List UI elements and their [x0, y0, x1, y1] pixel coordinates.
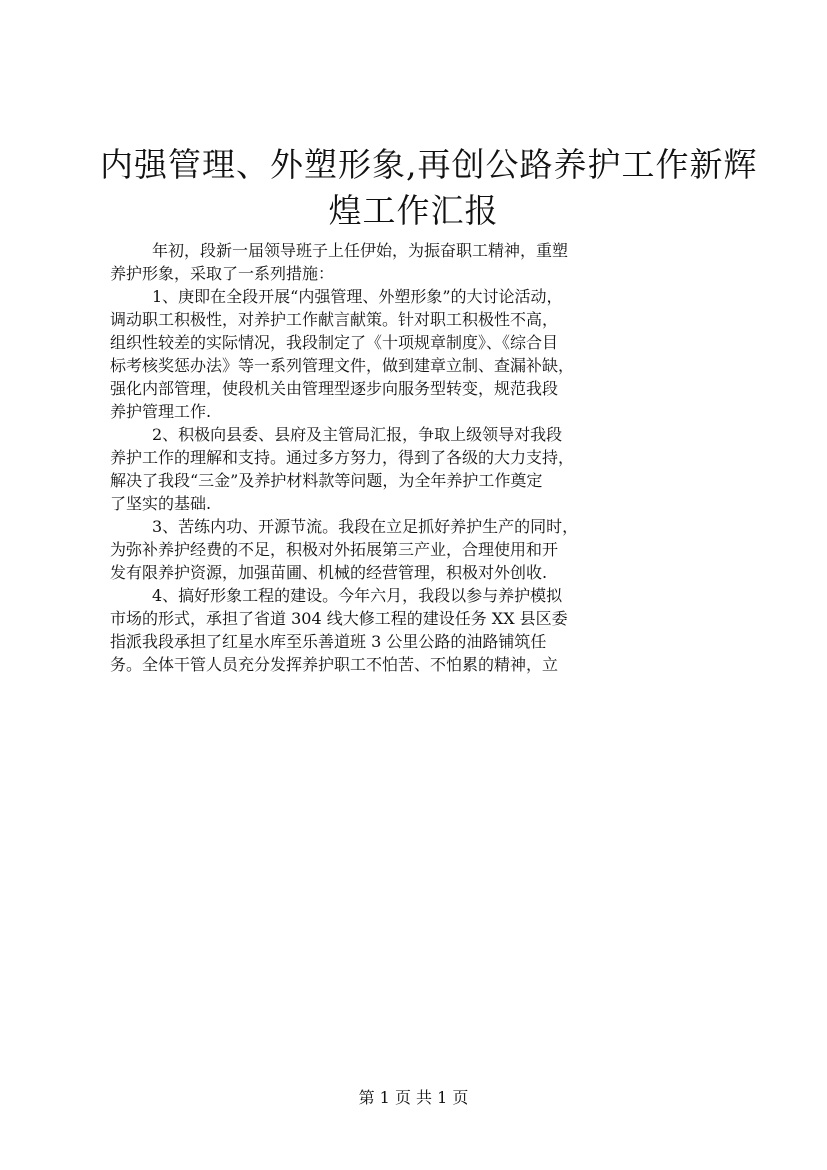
text-line: 市场的形式，承担了省道 304 线大修工程的建设任务 XX 县区委 — [110, 609, 568, 628]
text-line: 发有限养护资源，加强苗圃、机械的经营管理，积极对外创收. — [110, 563, 548, 582]
paragraph — [110, 583, 720, 675]
paragraph — [110, 284, 720, 422]
text-line: 强化内部管理，使段机关由管理型逐步向服务型转变，规范我段 — [110, 379, 559, 398]
text-line: 2、积极向县委、县府及主管局汇报，争取上级领导对我段 — [152, 425, 563, 444]
text-line: 3、苦练内功、开源节流。我段在立足抓好养护生产的同时， — [152, 517, 579, 536]
paragraph — [110, 514, 720, 583]
text-line: 指派我段承担了红星水库至乐善道班 3 公里公路的油路铺筑任 — [110, 632, 547, 651]
page-footer: 第 1 页 共 1 页 — [358, 1088, 469, 1107]
paragraph — [110, 238, 720, 284]
document-title — [100, 142, 758, 234]
text-line: 1、庚即在全段开展“内强管理、外塑形象”的大讨论活动， — [152, 287, 563, 306]
paragraph — [110, 422, 720, 514]
text-line: 务。全体干管人员充分发挥养护职工不怕苦、不怕累的精神，立 — [110, 655, 559, 674]
title-line-2: 煌工作汇报 — [328, 191, 499, 230]
text-line: 养护工作的理解和支持。通过多方努力，得到了各级的大力支持， — [110, 448, 575, 467]
text-line: 养护管理工作. — [110, 402, 212, 421]
text-line: 标考核奖惩办法》等一系列管理文件，做到建章立制、查漏补缺， — [110, 356, 575, 375]
text-line: 调动职工积极性，对养护工作献言献策。针对职工积极性不高， — [110, 310, 559, 329]
text-line: 养护形象，采取了一系列措施： — [110, 264, 335, 283]
text-line: 年初，段新一届领导班子上任伊始，为振奋职工精神，重塑 — [152, 241, 569, 260]
document-body — [110, 238, 720, 675]
text-line: 4、搞好形象工程的建设。今年六月，我段以参与养护模拟 — [152, 586, 563, 605]
text-line: 组织性较差的实际情况，我段制定了《十项规章制度》、《综合目 — [110, 333, 559, 352]
text-line: 解决了我段“三金”及养护材料款等问题，为全年养护工作奠定 — [110, 471, 543, 490]
title-line-1: 内强管理、外塑形象,再创公路养护工作新辉 — [100, 145, 758, 184]
text-line: 了坚实的基础. — [110, 494, 212, 513]
text-line: 为弥补养护经费的不足，积极对外拓展第三产业，合理使用和开 — [110, 540, 559, 559]
